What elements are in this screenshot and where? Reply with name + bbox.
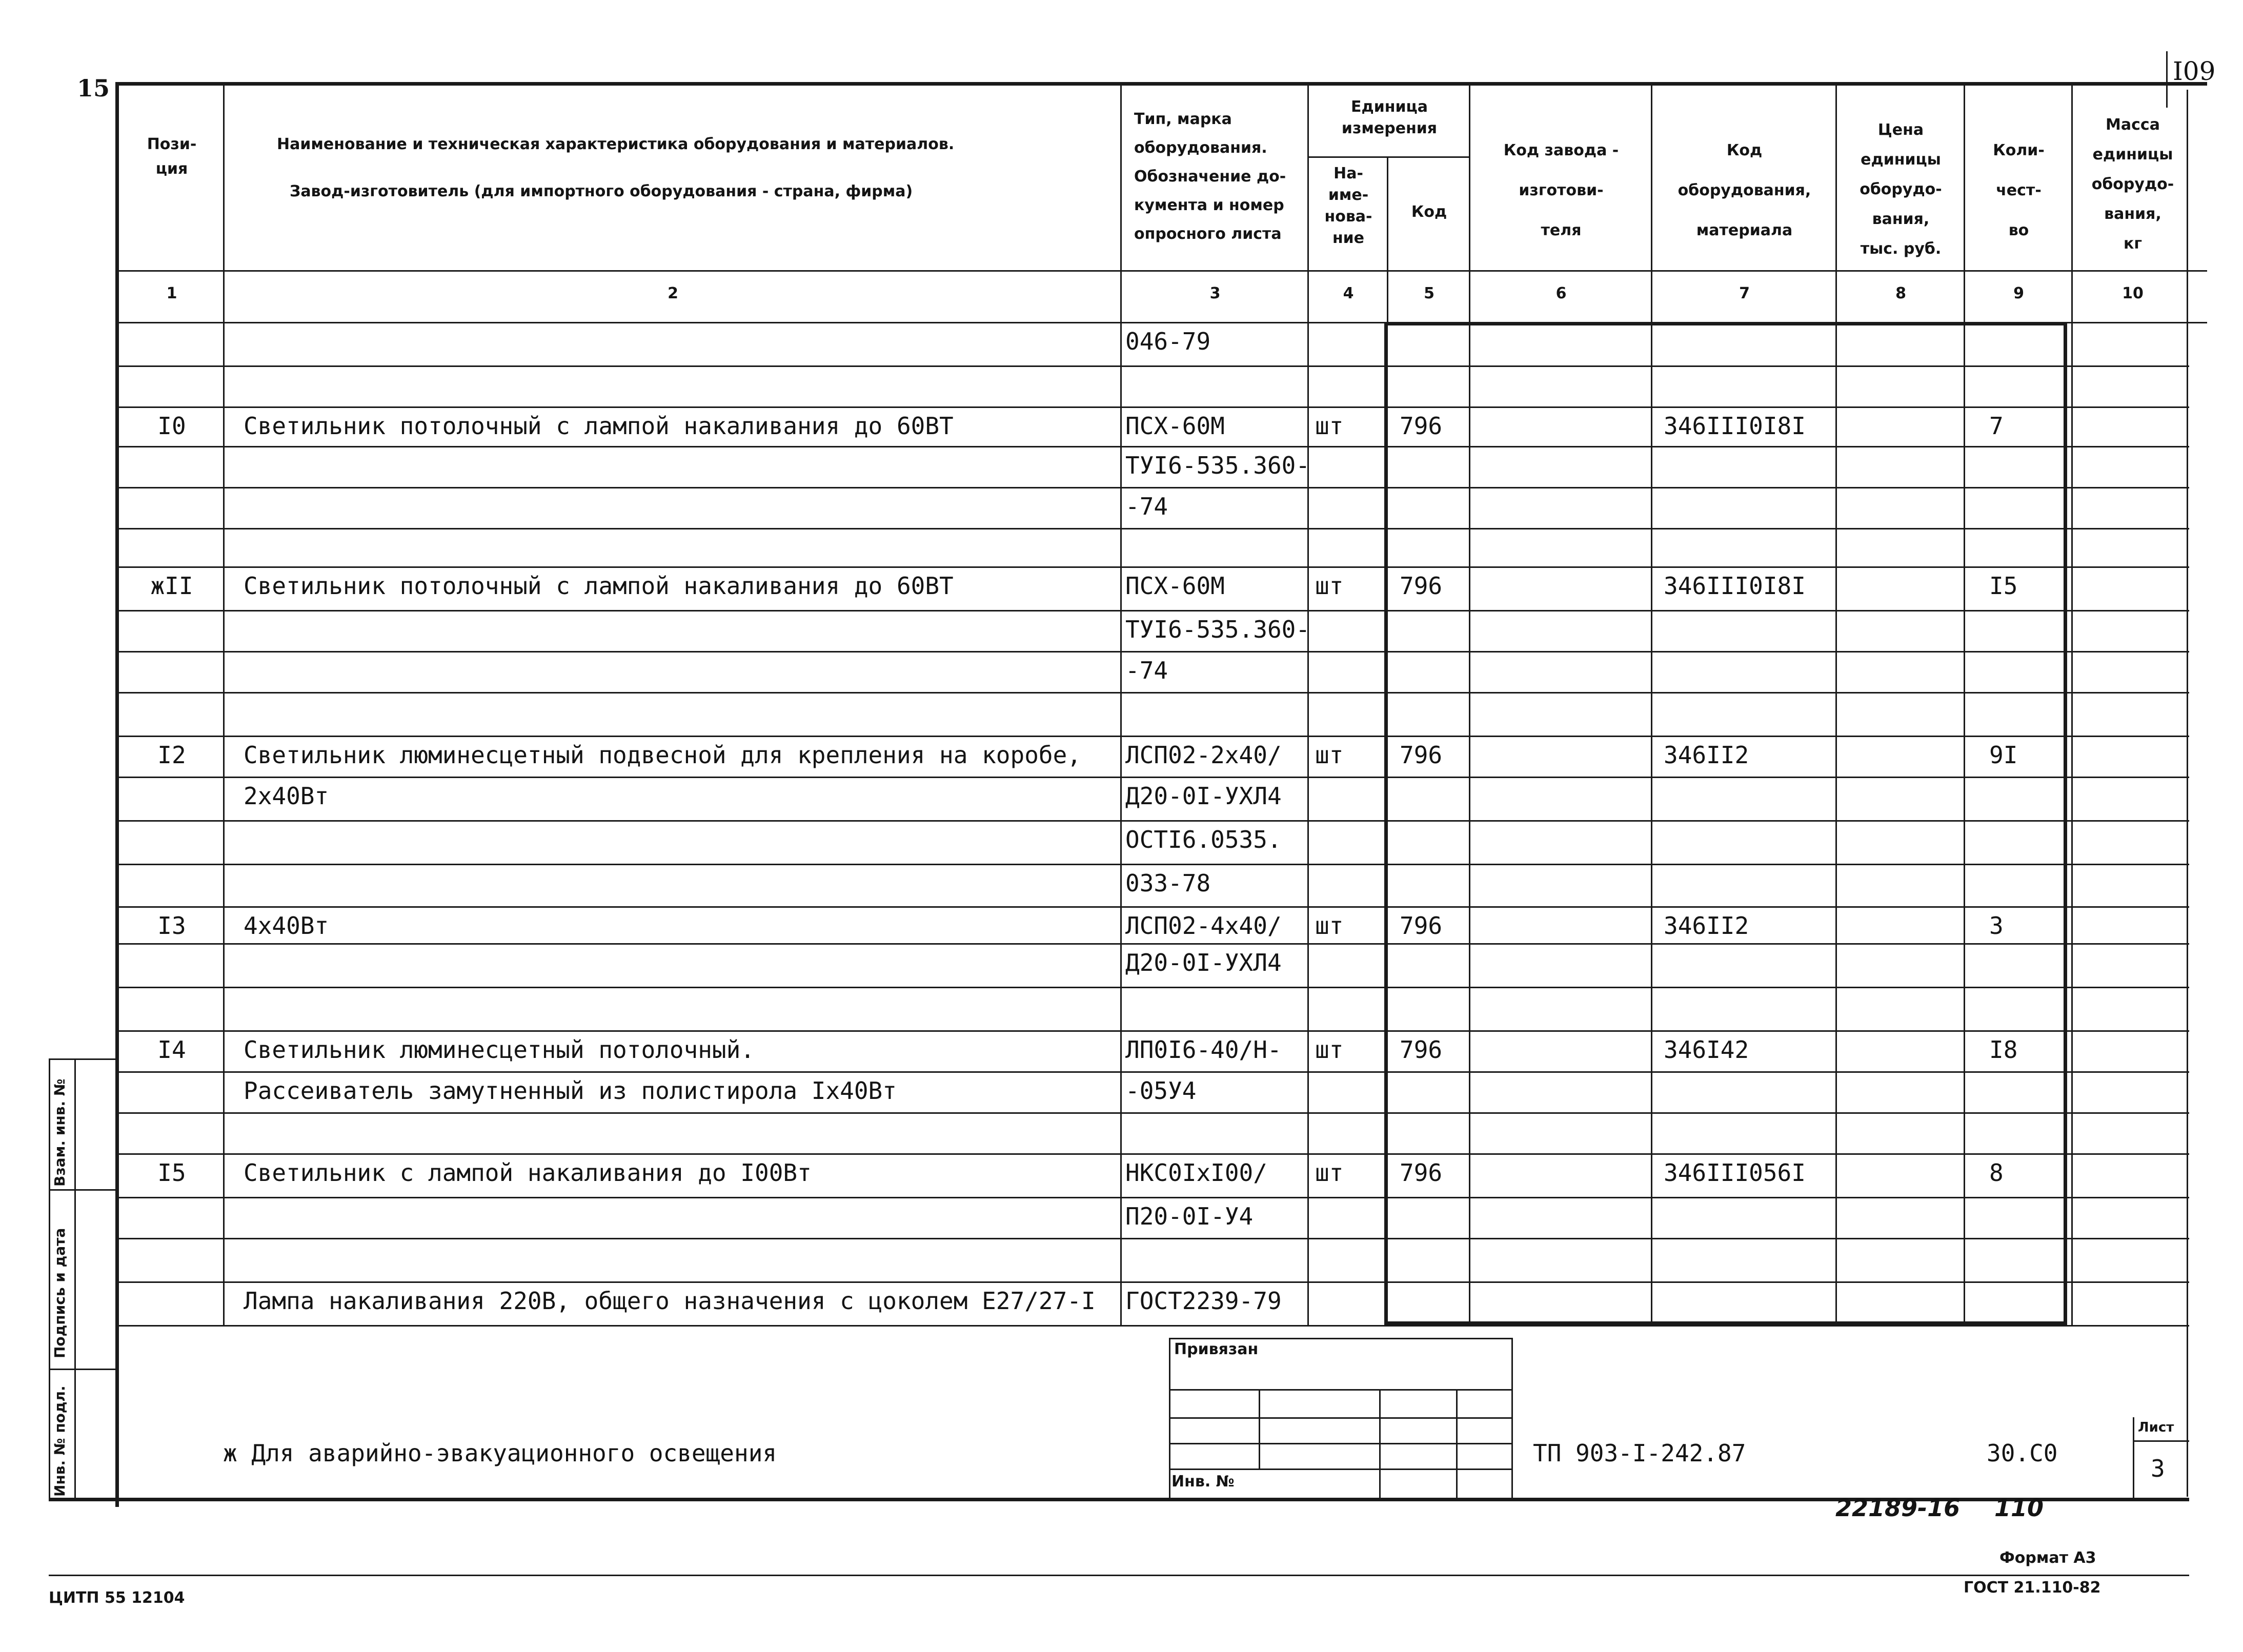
cipher-stamp: ЦИТП 55 12104 <box>49 1589 185 1607</box>
row-line <box>115 446 2189 447</box>
cell-type: ПСХ-60М <box>1125 412 1225 440</box>
header-col3: Тип, марка оборудования. Обозначение до- кумента и номер опросного листа <box>1134 110 1286 243</box>
colnum-9: 9 <box>2013 284 2024 302</box>
row-line <box>115 1197 2189 1198</box>
cell-unit-code: 796 <box>1400 1159 1443 1187</box>
cell-position: I0 <box>157 412 186 440</box>
header-col9: Коли- чест- во <box>1993 141 2045 239</box>
body-box-bottom <box>1384 1321 2067 1325</box>
cell-quantity: 7 <box>1989 412 2004 440</box>
colnum-2: 2 <box>668 284 678 302</box>
cell-unit: шт <box>1315 912 1344 940</box>
cell-type: ОСТI6.0535. <box>1125 826 1282 853</box>
cell-name: Светильник люминесцетный подвесной для крепления на коробе, <box>244 741 1081 769</box>
cell-unit: шт <box>1315 741 1344 769</box>
cell-type: Д20-0I-УХЛ4 <box>1125 949 1282 976</box>
col-line-8 <box>1964 82 1965 1325</box>
colnum-10: 10 <box>2122 284 2144 302</box>
sheet-value: 3 <box>2151 1455 2165 1482</box>
cell-name: Светильник потолочный с лампой накаливания до 60ВТ <box>244 412 954 440</box>
cell-unit-code: 796 <box>1400 412 1443 440</box>
frame-right-top <box>2166 51 2168 108</box>
cell-position: I3 <box>157 912 186 940</box>
handwritten-code: 22189-16 <box>1835 1494 1961 1522</box>
col-line-1 <box>223 82 225 1325</box>
tb-row2 <box>1169 1417 1512 1419</box>
cell-name: Рассеиватель замутненный из полистирола Iх40Вт <box>244 1077 897 1105</box>
cell-position: I4 <box>157 1036 186 1064</box>
footer-album: 30.С0 <box>1987 1439 2058 1467</box>
cell-type: ТУI6-535.360- <box>1125 616 1310 643</box>
side-stamp-mid <box>74 1058 76 1499</box>
row-line <box>115 906 2189 908</box>
cell-equipment-code: 346II2 <box>1664 912 1749 940</box>
row-line <box>115 864 2189 865</box>
row-line <box>115 528 2189 529</box>
cell-type: 033-78 <box>1125 869 1211 897</box>
header-col4: На- име- нова- ние <box>1324 165 1372 247</box>
cell-unit-code: 796 <box>1400 741 1443 769</box>
cell-quantity: 9I <box>1989 741 2018 769</box>
header-divider <box>115 270 2207 272</box>
side-label-sign: Подпись и дата <box>51 1228 68 1358</box>
header-col7: Код оборудования, материала <box>1678 141 1811 239</box>
row-line <box>115 406 2189 408</box>
cell-quantity: 8 <box>1989 1159 2004 1187</box>
cell-type: ЛП0I6-40/Н- <box>1125 1036 1282 1064</box>
cell-unit-code: 796 <box>1400 912 1443 940</box>
cell-type: ТУI6-535.360- <box>1125 452 1310 479</box>
side-stamp-div1 <box>49 1189 115 1191</box>
cell-equipment-code: 346III0I8I <box>1664 412 1806 440</box>
row-line <box>115 820 2189 822</box>
frame-top <box>115 82 2207 86</box>
cell-quantity: I8 <box>1989 1036 2018 1064</box>
row-line <box>115 1112 2189 1114</box>
header-col6: Код завода - изготови- теля <box>1503 141 1619 239</box>
cell-unit-code: 796 <box>1400 572 1443 600</box>
cell-unit-code: 796 <box>1400 1036 1443 1064</box>
cell-type: ЛСП02-4х40/ <box>1125 912 1282 940</box>
colnum-5: 5 <box>1424 284 1434 302</box>
cell-position: I2 <box>157 741 186 769</box>
row-line <box>115 943 2189 945</box>
sheet-box-div <box>2133 1440 2189 1442</box>
row-line <box>115 692 2189 694</box>
cell-type: Д20-0I-УХЛ4 <box>1125 782 1282 810</box>
colnum-8: 8 <box>1895 284 1906 302</box>
colnum-3: 3 <box>1209 284 1221 302</box>
footer-note: ж Для аварийно-эвакуационного освещения <box>223 1439 777 1467</box>
tb-col3 <box>1456 1389 1458 1499</box>
row-line <box>115 487 2189 488</box>
tb-row4 <box>1169 1469 1512 1470</box>
side-label-vzam: Взам. инв. № <box>51 1078 68 1187</box>
colnum-7: 7 <box>1739 284 1750 302</box>
cell-type: 046-79 <box>1125 328 1211 355</box>
row-line <box>115 1153 2189 1155</box>
cell-equipment-code: 346II2 <box>1664 741 1749 769</box>
header-col10: Масса единицы оборудо- вания, кг <box>2091 116 2174 253</box>
row-line <box>115 1030 2189 1032</box>
cell-equipment-code: 346III0I8I <box>1664 572 1806 600</box>
cell-quantity: I5 <box>1989 572 2018 600</box>
header-col8: Цена единицы оборудо- вания, тыс. руб. <box>1860 121 1942 258</box>
row-line <box>115 777 2189 778</box>
cell-type: -05У4 <box>1125 1077 1197 1105</box>
col-line-2 <box>1120 82 1122 1325</box>
tb-col2 <box>1379 1389 1381 1499</box>
col-line-4 <box>1387 156 1388 322</box>
bottom-rule <box>49 1575 2189 1576</box>
header-col2-line1: Наименование и техническая характеристика оборудования и материалов. <box>277 135 955 153</box>
row-line <box>115 365 2189 367</box>
corner-number: 15 <box>77 74 110 102</box>
tb-row1 <box>1169 1389 1512 1391</box>
cell-quantity: 3 <box>1989 912 2004 940</box>
cell-type: ПСХ-60М <box>1125 572 1225 600</box>
row-line <box>115 1281 2189 1283</box>
cell-unit: шт <box>1315 412 1344 440</box>
side-label-inv: Инв. № подл. <box>51 1385 68 1497</box>
body-bottom-line <box>115 1325 2189 1327</box>
cell-name: Светильник потолочный с лампой накаливания до 60ВТ <box>244 572 954 600</box>
sheet-number-top: I09 <box>2173 56 2216 86</box>
header-col2-line2: Завод-изготовитель (для импортного оборудования - страна, фирма) <box>290 182 913 200</box>
row-line <box>115 736 2189 737</box>
colnum-4: 4 <box>1343 284 1354 302</box>
body-box-top <box>1384 322 2067 325</box>
row-line <box>115 651 2189 652</box>
tb-col1 <box>1259 1389 1260 1469</box>
cell-position: I5 <box>157 1159 186 1187</box>
col-line-3 <box>1307 82 1309 1325</box>
side-stamp-top <box>49 1058 115 1060</box>
frame-left <box>115 82 119 1507</box>
cell-name: 2х40Вт <box>244 782 329 810</box>
side-stamp-left <box>49 1058 50 1499</box>
col-line-9 <box>2071 82 2073 1325</box>
format-label: Формат А3 <box>1999 1549 2096 1567</box>
cell-unit: шт <box>1315 1159 1344 1187</box>
cell-type: ГОСТ2239-79 <box>1125 1287 1282 1315</box>
cell-type: П20-0I-У4 <box>1125 1202 1254 1230</box>
cell-name: Лампа накаливания 220В, общего назначения с цоколем Е27/27-I <box>244 1287 1096 1315</box>
header-col1: Пози- ция <box>147 135 197 178</box>
cell-type: ЛСП02-2х40/ <box>1125 741 1282 769</box>
row-line <box>115 566 2189 568</box>
row-line <box>115 987 2189 988</box>
cell-equipment-code: 346III056I <box>1664 1159 1806 1187</box>
header-units-title: Единица измерения <box>1341 98 1438 137</box>
col-line-5 <box>1469 82 1470 1325</box>
col-line-6 <box>1651 82 1652 1325</box>
footer-doc-code: ТП 903-I-242.87 <box>1533 1439 1746 1467</box>
row-line <box>115 1238 2189 1239</box>
cell-type: -74 <box>1125 493 1168 520</box>
cell-name: Светильник люминесцетный потолочный. <box>244 1036 755 1064</box>
colnum-1: 1 <box>166 284 177 302</box>
sheet-label: Лист <box>2138 1420 2174 1435</box>
row-line <box>115 610 2189 611</box>
cell-type: НКС0IхI00/ <box>1125 1159 1267 1187</box>
tb-bound-label: Привязан <box>1174 1340 1259 1358</box>
tb-row3 <box>1169 1443 1512 1444</box>
gost-label: ГОСТ 21.110-82 <box>1964 1579 2101 1597</box>
cell-name: 4х40Вт <box>244 912 329 940</box>
cell-unit: шт <box>1315 572 1344 600</box>
tb-inv-label: Инв. № <box>1171 1473 1235 1491</box>
handwritten-page: 110 <box>1994 1494 2044 1522</box>
cell-name: Светильник с лампой накаливания до I00Вт <box>244 1159 812 1187</box>
sheet-box-left <box>2133 1417 2134 1499</box>
col-line-7 <box>1835 82 1837 1325</box>
cell-position: жII <box>150 572 193 600</box>
cell-equipment-code: 346I42 <box>1664 1036 1749 1064</box>
cell-unit: шт <box>1315 1036 1344 1064</box>
side-stamp-div2 <box>49 1369 115 1370</box>
header-col5: Код <box>1411 203 1447 221</box>
row-line <box>115 1071 2189 1073</box>
cell-type: -74 <box>1125 657 1168 684</box>
tb-top <box>1169 1338 1512 1339</box>
colnum-6: 6 <box>1555 284 1567 302</box>
